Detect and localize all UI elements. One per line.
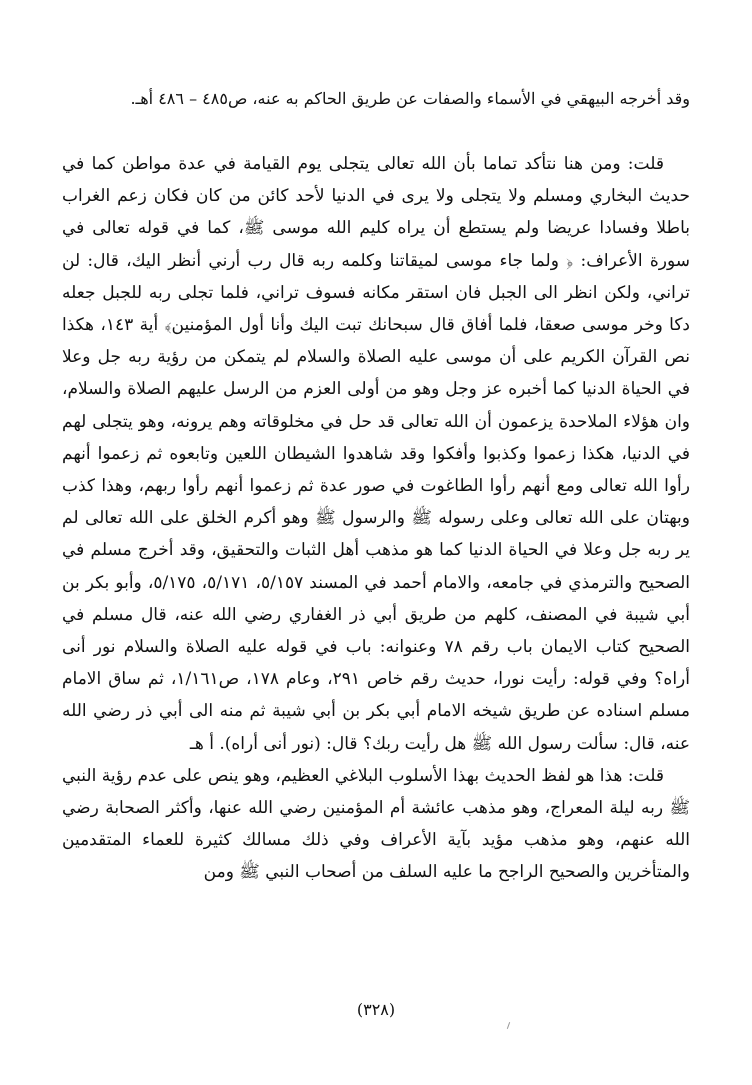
paragraph-1: قلت: ومن هنا نتأكد تماما بأن الله تعالى يتجلى يوم القيامة في عدة مواطن كما في حديث البخاري ومسلم ولا يتجلى ولا يرى في الدنيا لأحد كائن من كان فكان زعم الغراب باطلا وفسادا عريضا ولم يستطع أن يراه كليم الله موسى ﷺ، كما في قوله تعالى في سورة الأعراف: ﴿ ولما جاء موسى لميقاتنا وكلمه ربه قال رب أرني أنظر اليك، قال: لن تراني، ولكن انظر الى الجبل فان استقر مكانه فسوف تراني، فلما تجلى ربه للجبل جعله دكا وخر موسى صعقا، فلما أفاق قال سبحانك تبت اليك وأنا أول المؤمنين﴾ أية ١٤٣، هكذا نص القرآن الكريم على أن موسى عليه الصلاة والسلام لم يتمكن من رؤية ربه جل وعلا في الحياة الدنيا كما أخبره عز وجل وهو من أولى العزم من الرسل عليهم الصلاة والسلام، وان هؤلاء الملاحدة يزعمون أن الله تعالى قد حل في مخلوقاته وهم يرونه، وهو يتجلى لهم في الدنيا، هكذا زعموا وكذبوا وأفكوا وقد شاهدوا الشيطان اللعين وتابعوه ثم زعموا أنهم رأوا الله تعالى ومع أنهم رأوا الطاغوت في صور عدة ثم زعموا أنهم رأوا ربهم، وهذا كذب وبهتان على الله تعالى وعلى رسوله ﷺ والرسول ﷺ وهو أكرم الخلق على الله تعالى لم ير ربه جل وعلا في الحياة الدنيا كما هو مذهب أهل الثبات والتحقيق، وقد أخرج مسلم في الصحيح والترمذي في جامعه، والامام أحمد في المسند ٥/١٥٧، ٥/١٧١، ٥/١٧٥، وأبو بكر بن أبي شيبة في المصنف، كلهم من طريق أبي ذر الغفاري رضي الله عنه، قال مسلم في الصحيح كتاب الايمان باب رقم ٧٨ وعنوانه: باب في قوله عليه الصلاة والسلام نور أنى أراه؟ وفي قوله: رأيت نورا، حديث رقم خاص ٢٩١، وعام ١٧٨، ص١/١٦١، ثم ساق الامام مسلم اسناده عن طريق شيخه الامام أبي بكر بن أبي شيبة ثم منه الى أبي ذر رضي الله عنه، قال: سألت رسول الله ﷺ هل رأيت ربك؟ قال: (نور أنى أراه). أ هـ <box>62 154 691 754</box>
footnote-source-line: وقد أخرجه البيهقي في الأسماء والصفات عن طريق الحاكم به عنه، ص٤٨٥ – ٤٨٦ أهـ. <box>130 89 690 108</box>
main-body-text <box>62 148 690 889</box>
paragraph-2: قلت: هذا هو لفظ الحديث بهذا الأسلوب البلاغي العظيم، وهو ينص على عدم رؤية النبي ﷺ ربه ليلة المعراج، وهو مذهب عائشة أم المؤمنين رضي الله عنها، وأكثر الصحابة رضي الله عنهم، وهو مذهب مؤيد بآية الأعراف وفي ذلك مسالك كثيرة للعماء المتقدمين والمتأخرين والصحيح الراجح ما عليه السلف من أصحاب النبي ﷺ ومن <box>62 765 690 883</box>
scan-speck <box>507 1022 510 1029</box>
page-number: (٣٢٨) <box>356 1000 396 1019</box>
